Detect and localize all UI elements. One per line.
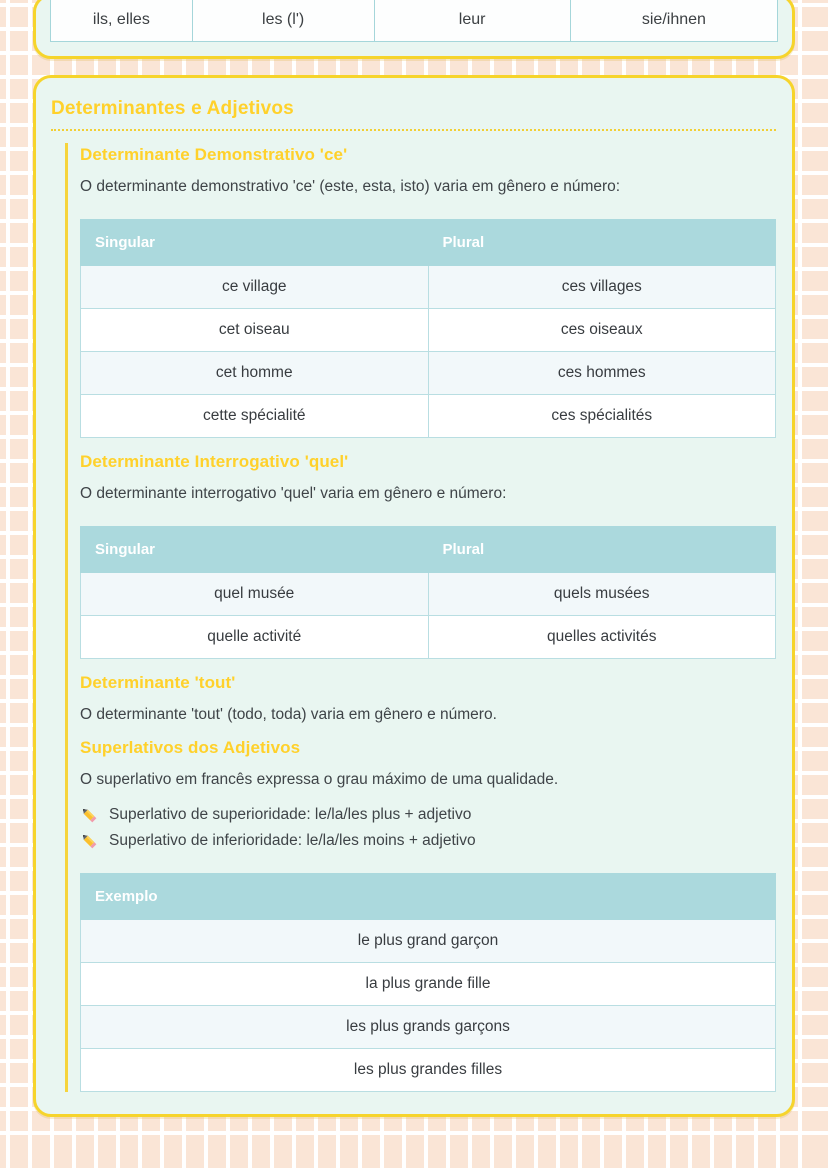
bullet-list [80, 805, 776, 850]
table-header-row [81, 220, 776, 266]
table-cell: la plus grande fille [81, 963, 776, 1006]
section-paragraph: O determinante 'tout' (todo, toda) varia em gênero e número. [80, 706, 497, 723]
bullet-item [80, 831, 776, 850]
grammar-table [80, 526, 776, 659]
table-cell: quels musées [428, 573, 776, 616]
top-card [33, 0, 795, 59]
table-cell: leur [374, 0, 570, 42]
bullet-item [80, 805, 776, 824]
table-row [81, 616, 776, 659]
table-header-cell: Singular [81, 220, 429, 266]
table-cell: les plus grandes filles [81, 1049, 776, 1092]
section-paragraph: O determinante interrogativo 'quel' varia em gênero e número: [80, 485, 507, 502]
table-row [81, 266, 776, 309]
pencil-icon [80, 806, 98, 824]
table-cell: quel musée [81, 573, 429, 616]
table-row [81, 309, 776, 352]
table-cell: cet homme [81, 352, 429, 395]
grammar-table [80, 873, 776, 1092]
section-4 [80, 738, 776, 1092]
table-cell: ces hommes [428, 352, 776, 395]
table-header-cell: Plural [428, 220, 776, 266]
table-header-cell: Plural [428, 527, 776, 573]
table-cell: les plus grands garçons [81, 1006, 776, 1049]
table-cell: ce village [81, 266, 429, 309]
section-heading: Determinante Interrogativo 'quel' [80, 452, 349, 471]
table-row [51, 0, 778, 42]
table-cell: cette spécialité [81, 395, 429, 438]
section-heading: Determinante Demonstrativo 'ce' [80, 145, 348, 164]
pencil-icon [80, 832, 98, 850]
page-title: Determinantes e Adjetivos [51, 96, 776, 131]
table-row [81, 573, 776, 616]
table-row [81, 1049, 776, 1092]
sections [65, 143, 776, 1092]
table-cell: quelle activité [81, 616, 429, 659]
section-heading: Superlativos dos Adjetivos [80, 738, 301, 757]
main-card [33, 75, 795, 1117]
grammar-table [80, 219, 776, 438]
table-header-cell: Singular [81, 527, 429, 573]
section-heading: Determinante 'tout' [80, 673, 236, 692]
bullet-text: Superlativo de inferioridade: le/la/les moins + adjetivo [109, 832, 476, 849]
section-paragraph: O determinante demonstrativo 'ce' (este, esta, isto) varia em gênero e número: [80, 178, 621, 195]
table-row [81, 963, 776, 1006]
table-cell: ces spécialités [428, 395, 776, 438]
table-cell: quelles activités [428, 616, 776, 659]
bullet-text: Superlativo de superioridade: le/la/les plus + adjetivo [109, 806, 472, 823]
pronoun-table [50, 0, 778, 42]
table-cell: ces oiseaux [428, 309, 776, 352]
section-paragraph: O superlativo em francês expressa o grau máximo de uma qualidade. [80, 771, 559, 788]
table-cell: les (l') [192, 0, 374, 42]
table-cell: ces villages [428, 266, 776, 309]
table-cell: ils, elles [51, 0, 193, 42]
section-2 [80, 452, 776, 659]
table-row [81, 920, 776, 963]
table-header-cell: Exemplo [81, 874, 776, 920]
table-cell: le plus grand garçon [81, 920, 776, 963]
table-cell: cet oiseau [81, 309, 429, 352]
table-row [81, 1006, 776, 1049]
table-header-row [81, 527, 776, 573]
table-cell: sie/ihnen [570, 0, 777, 42]
table-row [81, 352, 776, 395]
table-row [81, 395, 776, 438]
section-3 [80, 673, 776, 724]
table-header-row [81, 874, 776, 920]
section-1 [80, 145, 776, 438]
